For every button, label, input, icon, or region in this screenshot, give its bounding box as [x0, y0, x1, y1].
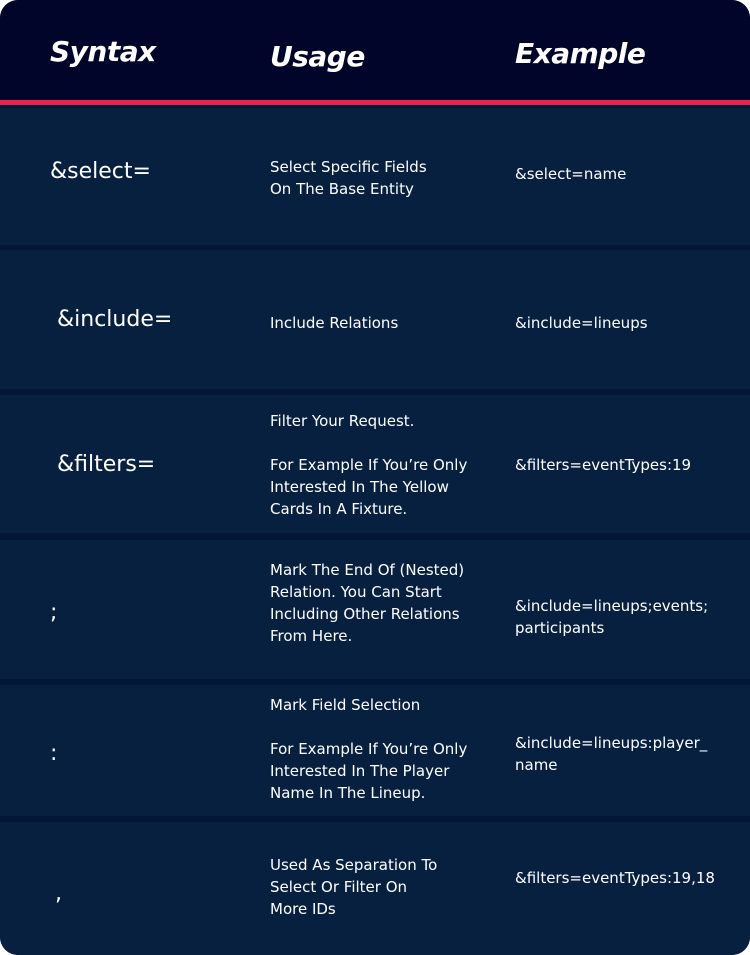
table-row: [0, 395, 750, 533]
example-cell: &include=lineups;events; participants: [515, 597, 709, 637]
usage-cell: Mark Field Selection For Example If You’re Only Interested In The Player Name In The Lineup.: [270, 696, 468, 802]
usage-cell: Mark The End Of (Nested) Relation. You Can Start Including Other Relations From Here.: [270, 561, 465, 645]
example-cell: &select=name: [515, 165, 627, 183]
usage-cell: Include Relations: [270, 314, 399, 332]
example-cell: &filters=eventTypes:19,18: [515, 869, 715, 887]
example-cell: &filters=eventTypes:19: [515, 456, 692, 474]
syntax-cell: :: [50, 741, 58, 766]
usage-cell: Used As Separation To Select Or Filter On More IDs: [270, 856, 438, 918]
table-row: [0, 540, 750, 679]
usage-cell: Select Specific Fields On The Base Entity: [270, 158, 427, 198]
syntax-cell: ,: [55, 881, 62, 906]
table-header: [0, 0, 750, 100]
syntax-cell: &include=: [57, 307, 173, 332]
header-syntax: Syntax: [50, 35, 156, 68]
table-row: [0, 822, 750, 955]
syntax-cell: &filters=: [57, 452, 156, 477]
example-cell: &include=lineups: [515, 314, 648, 332]
syntax-cell: &select=: [50, 159, 151, 184]
table-row: [0, 685, 750, 816]
header-divider: [0, 100, 750, 105]
usage-cell: Filter Your Request. For Example If You’re Only Interested In The Yellow Cards In A Fixture.: [270, 412, 468, 518]
table-row: [0, 108, 750, 245]
header-example: Example: [515, 37, 646, 70]
syntax-cell: ;: [50, 600, 58, 625]
example-cell: &include=lineups:player_ name: [515, 734, 708, 774]
table-row: [0, 250, 750, 389]
header-usage: Usage: [270, 40, 365, 73]
